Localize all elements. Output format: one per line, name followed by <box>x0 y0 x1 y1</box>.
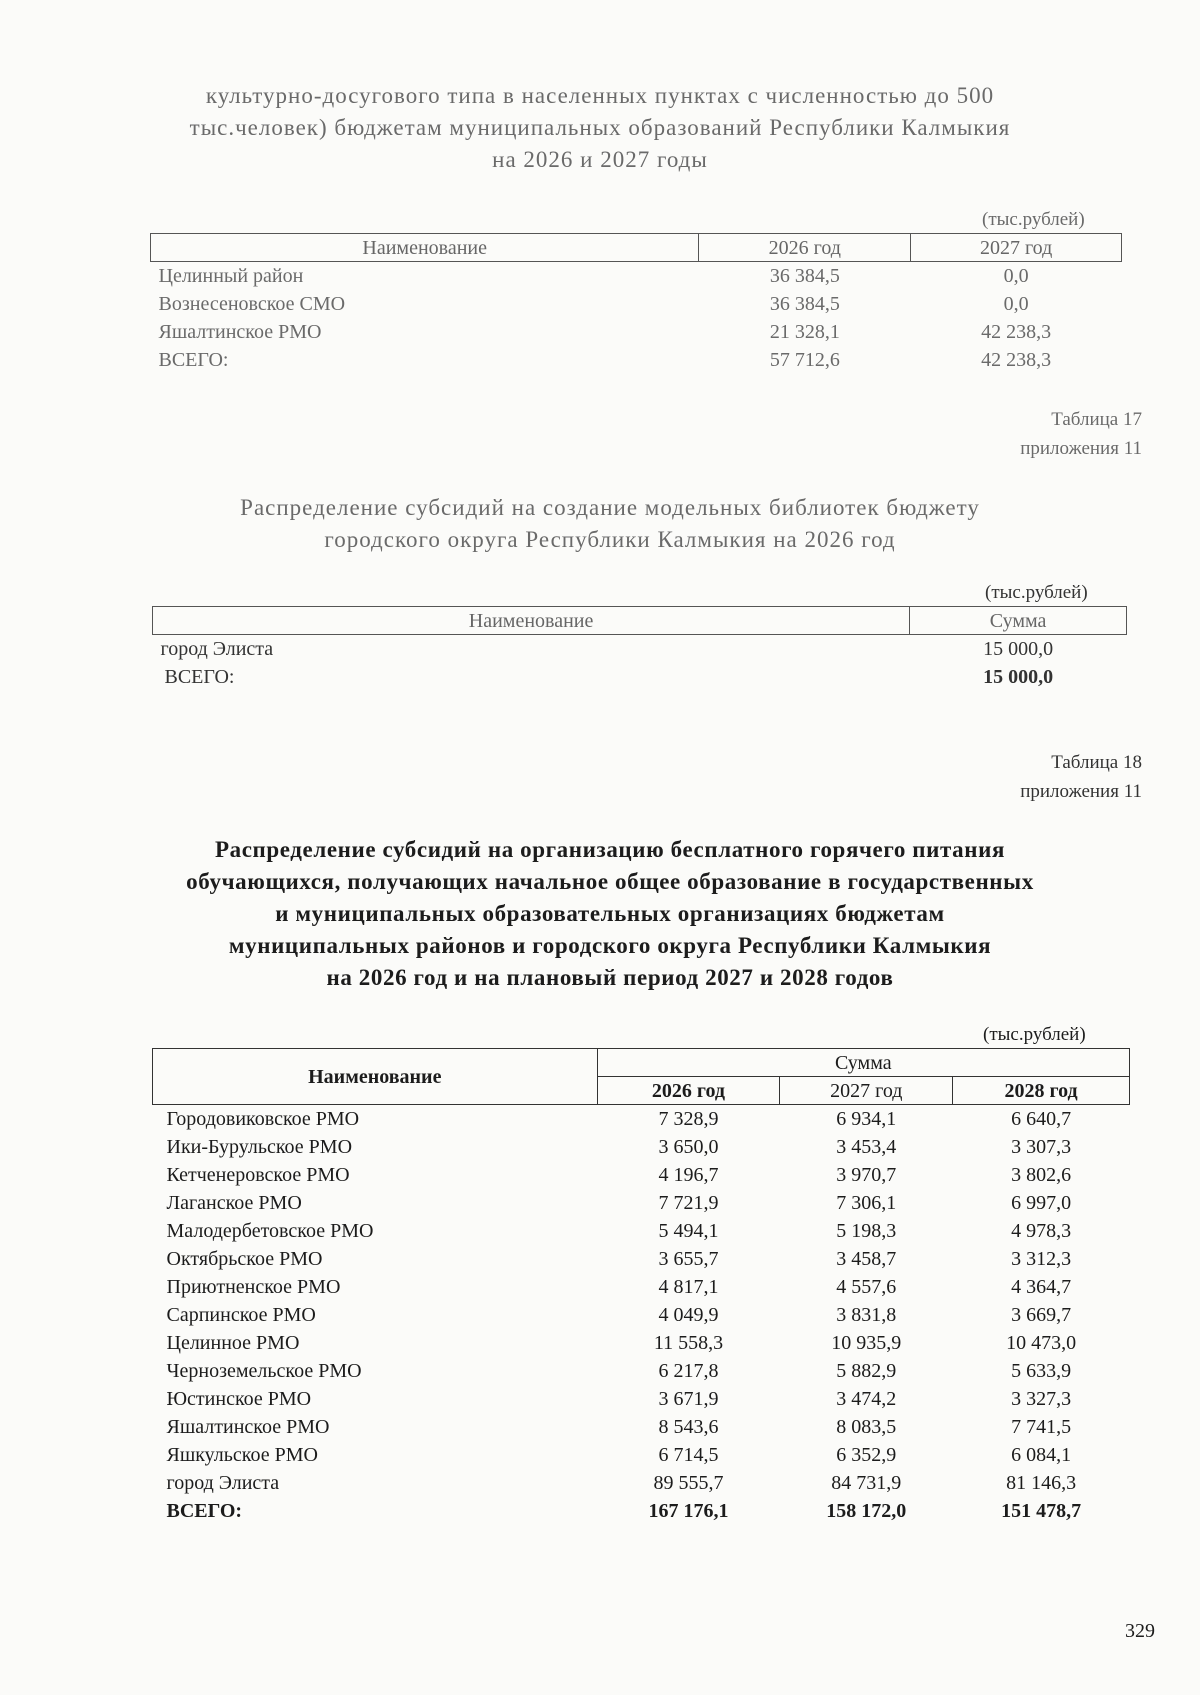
row-name: Октябрьское РМО <box>166 1248 323 1270</box>
table18 <box>152 1048 1130 1525</box>
row-name: Вознесеновское СМО <box>158 293 346 315</box>
table-row <box>153 1217 1130 1245</box>
table16 <box>150 233 1122 374</box>
table-row <box>151 262 1122 291</box>
row-name: Кетченеровское РМО <box>166 1164 350 1186</box>
row-2028: 4 364,7 <box>1011 1276 1072 1298</box>
header-name: Наименование <box>153 1049 598 1105</box>
row-name: Яшалтинское РМО <box>166 1416 330 1438</box>
table17-reference <box>1020 405 1142 463</box>
table-row <box>151 290 1122 318</box>
table-row <box>153 1133 1130 1161</box>
header-2026: 2026 год <box>597 1077 780 1105</box>
row-2026: 11 558,3 <box>653 1332 724 1354</box>
row-2028: 81 146,3 <box>1006 1472 1077 1494</box>
title-line: обучающихся, получающих начальное общее образование в государственных <box>186 869 1034 894</box>
table18-body <box>153 1105 1130 1498</box>
total-sum: 15 000,0 <box>983 666 1054 688</box>
row-2026: 21 328,1 <box>769 321 840 343</box>
title-line: на 2026 год и на плановый период 2027 и 2028 годов <box>326 965 894 990</box>
total-2028: 151 478,7 <box>1001 1500 1082 1522</box>
row-2026: 3 671,9 <box>658 1388 719 1410</box>
table-row <box>151 318 1122 346</box>
row-2026: 3 650,0 <box>658 1136 719 1158</box>
table-number: Таблица 17 <box>1051 409 1142 430</box>
table17-unit: (тыс.рублей) <box>985 582 1088 603</box>
row-2028: 6 997,0 <box>1011 1192 1072 1214</box>
row-name: город Элиста <box>160 638 274 660</box>
row-2027: 84 731,9 <box>831 1472 902 1494</box>
row-2026: 7 328,9 <box>658 1108 719 1130</box>
appendix-number: приложения 11 <box>1020 438 1142 459</box>
row-2026: 57 712,6 <box>769 349 840 371</box>
table-row <box>153 1469 1130 1497</box>
row-2027: 3 474,2 <box>836 1388 897 1410</box>
header-sum: Сумма <box>597 1049 1129 1077</box>
title-line: Распределение субсидий на создание модельных библиотек бюджету <box>240 495 980 520</box>
title-line: на 2026 и 2027 годы <box>492 147 708 172</box>
table-row <box>153 1385 1130 1413</box>
header-2028: 2028 год <box>953 1077 1130 1105</box>
row-2026: 8 543,6 <box>658 1416 719 1438</box>
table-row <box>151 346 1122 374</box>
row-2028: 5 633,9 <box>1011 1360 1072 1382</box>
table18-title <box>110 834 1110 994</box>
page-number: 329 <box>1125 1620 1155 1642</box>
row-2028: 7 741,5 <box>1011 1416 1072 1438</box>
row-name: Целинный район <box>158 265 304 287</box>
row-name: ВСЕГО: <box>158 349 229 371</box>
row-2028: 6 084,1 <box>1011 1444 1072 1466</box>
row-2027: 3 458,7 <box>836 1248 897 1270</box>
table-row <box>153 1273 1130 1301</box>
header-2027: 2027 год <box>780 1077 953 1105</box>
row-2026: 36 384,5 <box>769 293 840 315</box>
header-2026: 2026 год <box>699 234 911 262</box>
title-line: культурно-досугового типа в населенных пунктах с численностью до 500 <box>205 83 995 108</box>
row-name: Яшалтинское РМО <box>158 321 322 343</box>
row-2027: 5 198,3 <box>836 1220 897 1242</box>
table-header-row <box>153 1049 1130 1077</box>
table-row <box>153 1413 1130 1441</box>
table17 <box>152 606 1127 691</box>
row-2026: 4 049,9 <box>658 1304 719 1326</box>
row-2026: 7 721,9 <box>658 1192 719 1214</box>
table-row <box>153 1105 1130 1134</box>
row-2027: 5 882,9 <box>836 1360 897 1382</box>
table16-unit: (тыс.рублей) <box>982 209 1085 230</box>
total-label: ВСЕГО: <box>164 666 235 688</box>
row-2028: 3 669,7 <box>1011 1304 1072 1326</box>
row-2027: 7 306,1 <box>836 1192 897 1214</box>
row-2026: 3 655,7 <box>658 1248 719 1270</box>
table-row <box>153 1161 1130 1189</box>
row-name: Приютненское РМО <box>166 1276 341 1298</box>
header-sum: Сумма <box>910 607 1127 635</box>
row-2027: 3 831,8 <box>836 1304 897 1326</box>
row-2028: 3 307,3 <box>1011 1136 1072 1158</box>
row-2026: 5 494,1 <box>658 1220 719 1242</box>
total-2027: 158 172,0 <box>826 1500 907 1522</box>
row-2027: 4 557,6 <box>836 1276 897 1298</box>
header-name: Наименование <box>153 607 910 635</box>
appendix-number: приложения 11 <box>1020 781 1142 802</box>
row-name: Малодербетовское РМО <box>166 1220 374 1242</box>
table-total-row <box>153 663 1127 691</box>
table-row <box>153 1301 1130 1329</box>
row-2028: 3 327,3 <box>1011 1388 1072 1410</box>
row-2027: 0,0 <box>1003 265 1029 287</box>
row-2027: 42 238,3 <box>981 321 1052 343</box>
row-name: Яшкульское РМО <box>166 1444 318 1466</box>
row-name: город Элиста <box>166 1472 280 1494</box>
row-name: Черноземельское РМО <box>166 1360 362 1382</box>
table18-reference <box>1020 748 1142 806</box>
row-name: Лаганское РМО <box>166 1192 302 1214</box>
total-2026: 167 176,1 <box>648 1500 729 1522</box>
row-2027: 8 083,5 <box>836 1416 897 1438</box>
header-2027: 2027 год <box>911 234 1122 262</box>
title-line: Распределение субсидий на организацию бесплатного горячего питания <box>214 837 1006 862</box>
row-2027: 3 970,7 <box>836 1164 897 1186</box>
title-line: муниципальных районов и городского округа Республики Калмыкия <box>228 933 992 958</box>
table-header-row <box>151 234 1122 262</box>
row-2026: 6 714,5 <box>658 1444 719 1466</box>
table-total-row <box>153 1497 1130 1525</box>
table17-title <box>110 492 1110 556</box>
row-name: Ики-Бурульское РМО <box>166 1136 353 1158</box>
row-2026: 4 196,7 <box>658 1164 719 1186</box>
table-row <box>153 1189 1130 1217</box>
row-2026: 89 555,7 <box>653 1472 724 1494</box>
title-line: тыс.человек) бюджетам муниципальных образований Республики Калмыкия <box>189 115 1011 140</box>
table16-title <box>100 80 1100 176</box>
header-name: Наименование <box>151 234 699 262</box>
row-name: Сарпинское РМО <box>166 1304 316 1326</box>
row-2027: 3 453,4 <box>836 1136 897 1158</box>
table-row <box>153 1441 1130 1469</box>
table-row <box>153 635 1127 664</box>
row-name: Целинное РМО <box>166 1332 300 1354</box>
table-number: Таблица 18 <box>1051 752 1142 773</box>
row-2027: 6 934,1 <box>836 1108 897 1130</box>
row-2028: 10 473,0 <box>1006 1332 1077 1354</box>
row-2028: 4 978,3 <box>1011 1220 1072 1242</box>
table18-unit: (тыс.рублей) <box>983 1024 1086 1045</box>
table-row <box>153 1357 1130 1385</box>
row-2026: 36 384,5 <box>769 265 840 287</box>
row-2026: 6 217,8 <box>658 1360 719 1382</box>
title-line: городского округа Республики Калмыкия на 2026 год <box>324 527 896 552</box>
row-2028: 6 640,7 <box>1011 1108 1072 1130</box>
row-2027: 6 352,9 <box>836 1444 897 1466</box>
row-2027: 10 935,9 <box>831 1332 902 1354</box>
title-line: и муниципальных образовательных организациях бюджетам <box>275 901 945 926</box>
row-2027: 0,0 <box>1003 293 1029 315</box>
table-row <box>153 1245 1130 1273</box>
table-header-row <box>153 607 1127 635</box>
row-2027: 42 238,3 <box>981 349 1052 371</box>
row-2026: 4 817,1 <box>658 1276 719 1298</box>
total-label: ВСЕГО: <box>166 1500 243 1522</box>
row-2028: 3 802,6 <box>1011 1164 1072 1186</box>
row-name: Юстинское РМО <box>166 1388 312 1410</box>
row-2028: 3 312,3 <box>1011 1248 1072 1270</box>
table-row <box>153 1329 1130 1357</box>
row-name: Городовиковское РМО <box>166 1108 360 1130</box>
row-sum: 15 000,0 <box>983 638 1054 660</box>
